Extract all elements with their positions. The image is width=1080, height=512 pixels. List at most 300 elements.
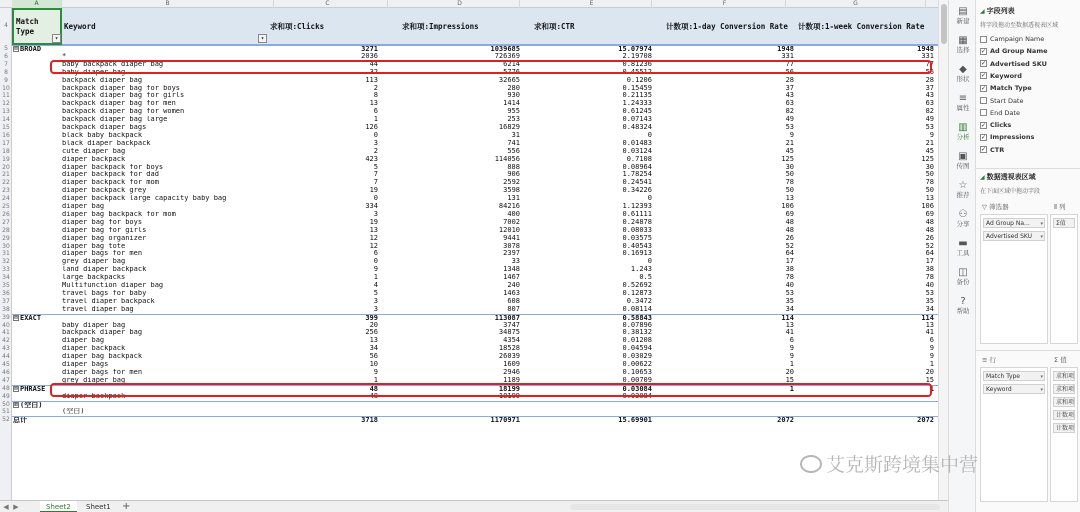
tool-analysis[interactable] (950, 122, 976, 141)
ctr-cell[interactable]: 0.12873 (622, 289, 652, 297)
ctr-cell[interactable]: 0.48324 (622, 124, 652, 131)
clicks-cell[interactable]: 5 (373, 163, 378, 171)
c1-cell[interactable]: 26 (785, 234, 794, 242)
c7-cell[interactable]: 41 (925, 329, 934, 337)
c7-cell[interactable]: 21 (925, 139, 934, 147)
clicks-cell[interactable]: 3 (373, 139, 378, 147)
clicks-cell[interactable]: 13 (369, 337, 378, 345)
ctr-cell[interactable]: 1.78254 (622, 171, 652, 179)
tool-backup[interactable] (950, 267, 976, 286)
table-row[interactable] (12, 179, 938, 187)
row-number[interactable]: 25 (2, 203, 10, 210)
impressions-cell[interactable]: 1467 (503, 274, 520, 282)
ctr-cell[interactable]: 15.69901 (618, 417, 652, 425)
c7-cell[interactable]: 52 (925, 242, 934, 250)
c7-cell[interactable]: 50 (925, 187, 934, 195)
clicks-cell[interactable]: 10 (369, 361, 378, 368)
c1-cell[interactable]: 21 (785, 139, 794, 147)
ctr-cell[interactable]: 0.07896 (622, 321, 652, 329)
ctr-cell[interactable]: 15.07974 (618, 46, 652, 53)
c7-cell[interactable]: 53 (925, 289, 934, 297)
header-match-type[interactable] (12, 8, 62, 45)
zone-field-chip[interactable] (1053, 218, 1075, 228)
keyword-cell[interactable]: diaper backpack (62, 345, 126, 353)
ctr-cell[interactable]: 0.03084 (622, 385, 652, 393)
c7-cell[interactable]: 64 (925, 250, 934, 258)
column-letter-b[interactable]: B (62, 0, 274, 8)
clicks-cell[interactable]: 48 (369, 385, 378, 393)
c1-cell[interactable]: 52 (785, 242, 794, 250)
row-number[interactable]: 35 (2, 282, 10, 289)
collapse-icon[interactable]: ⊟ (14, 314, 18, 321)
keyword-cell[interactable]: diaper bag (62, 203, 105, 210)
ctr-cell[interactable]: 0 (647, 195, 652, 203)
vertical-scroll-thumb[interactable] (941, 4, 947, 44)
field-checkbox[interactable]: ✓ (981, 47, 987, 55)
keyword-cell[interactable]: black baby backpack (62, 131, 143, 139)
impressions-cell[interactable]: 4354 (503, 337, 520, 345)
impressions-cell[interactable]: 400 (507, 210, 520, 218)
keyword-cell[interactable]: diaper bag backpack (62, 353, 143, 361)
clicks-cell[interactable]: 2036 (361, 52, 378, 60)
header-clicks[interactable]: 求和项:Clicks (270, 22, 325, 31)
field-checkbox[interactable]: ✓ (981, 146, 987, 154)
row-number[interactable]: 41 (2, 329, 10, 337)
impressions-cell[interactable]: 31 (511, 131, 520, 139)
row-number[interactable]: 18 (2, 147, 10, 155)
clicks-cell[interactable]: 32 (369, 68, 378, 76)
c7-cell[interactable]: 2072 (917, 417, 934, 425)
chevron-down-icon[interactable]: ▾ (1040, 234, 1043, 240)
ctr-cell[interactable]: 0.3472 (626, 297, 652, 305)
impressions-cell[interactable]: 807 (507, 305, 520, 313)
expand-icon[interactable]: ⊞ (14, 401, 18, 408)
ctr-cell[interactable]: 0.38132 (622, 329, 652, 337)
impressions-cell[interactable]: 18199 (498, 385, 520, 393)
table-row[interactable] (12, 243, 938, 251)
clicks-cell[interactable]: 9 (373, 266, 378, 274)
tool-upload-image[interactable] (950, 151, 976, 170)
ctr-cell[interactable]: 2.19708 (622, 52, 652, 60)
impressions-cell[interactable]: 556 (507, 147, 520, 155)
column-letter-c[interactable]: C (268, 0, 388, 8)
c1-cell[interactable]: 30 (785, 163, 794, 171)
impressions-cell[interactable] (400, 408, 520, 416)
row-number[interactable]: 23 (2, 187, 10, 195)
tool-select[interactable] (950, 35, 976, 54)
table-row[interactable] (12, 250, 938, 258)
table-row[interactable] (12, 53, 938, 61)
tool-toolbox[interactable] (950, 238, 976, 257)
tool-share[interactable] (950, 209, 976, 228)
c1-cell[interactable]: 106 (781, 203, 794, 210)
table-row[interactable] (12, 306, 938, 314)
c7-cell[interactable]: 38 (925, 266, 934, 274)
field-item[interactable] (980, 96, 1023, 107)
table-row[interactable] (12, 266, 938, 274)
impressions-cell[interactable]: 12010 (498, 226, 520, 234)
keyword-cell[interactable]: land diaper backpack (62, 266, 147, 274)
keyword-cell[interactable]: grey diaper bag (62, 258, 126, 266)
c7-cell[interactable]: 1 (929, 385, 934, 393)
keyword-cell[interactable]: diaper bag tote (62, 242, 126, 250)
table-row[interactable] (12, 148, 938, 156)
keyword-cell[interactable]: diaper backpack grey (62, 187, 147, 195)
keyword-cell[interactable]: travel bags for baby (62, 289, 147, 297)
impressions-cell[interactable]: 32665 (498, 76, 520, 84)
c1-cell[interactable]: 45 (785, 147, 794, 155)
c7-cell[interactable]: 9 (929, 353, 934, 361)
keyword-cell[interactable]: travel diaper backpack (62, 297, 155, 305)
clicks-cell[interactable]: 19 (369, 218, 378, 226)
c7-cell[interactable]: 125 (921, 155, 934, 163)
clicks-cell[interactable]: 2 (373, 84, 378, 92)
add-sheet-button[interactable]: + (122, 501, 131, 512)
ctr-cell[interactable]: 0.7108 (626, 155, 652, 163)
clicks-cell[interactable]: 3271 (361, 46, 378, 53)
clicks-cell[interactable]: 0 (373, 131, 378, 139)
impressions-cell[interactable]: 1609 (503, 361, 520, 368)
clicks-cell[interactable]: 19 (369, 187, 378, 195)
clicks-cell[interactable]: 13 (369, 226, 378, 234)
ctr-cell[interactable]: 0.08964 (622, 163, 652, 171)
keyword-cell[interactable]: diaper backpack (62, 392, 126, 400)
row-number[interactable]: 29 (2, 234, 10, 242)
chevron-down-icon[interactable]: ▾ (1040, 387, 1043, 393)
c7-cell[interactable]: 49 (925, 116, 934, 124)
c7-cell[interactable]: 1 (929, 361, 934, 368)
ctr-cell[interactable]: 0.04594 (622, 345, 652, 353)
c1-cell[interactable]: 15 (785, 376, 794, 384)
header-ctr[interactable]: 求和项:CTR (534, 22, 575, 31)
c1-cell[interactable]: 53 (785, 289, 794, 297)
table-row[interactable] (12, 187, 938, 195)
field-checkbox[interactable]: ✓ (981, 72, 987, 80)
row-number[interactable]: 6 (4, 52, 8, 60)
row-number[interactable]: 33 (2, 266, 10, 274)
group-row[interactable] (12, 314, 938, 322)
c7-cell[interactable]: 78 (925, 179, 934, 187)
clicks-cell[interactable]: 5 (373, 289, 378, 297)
clicks-cell[interactable]: 3718 (361, 417, 378, 425)
c1-cell[interactable]: 125 (781, 155, 794, 163)
clicks-cell[interactable]: 13 (369, 100, 378, 108)
field-item[interactable] (980, 46, 1048, 57)
impressions-cell[interactable]: 608 (507, 297, 520, 305)
c1-cell[interactable]: 1948 (777, 46, 794, 53)
c7-cell[interactable]: 50 (925, 171, 934, 179)
row-number[interactable]: 31 (2, 250, 10, 258)
row-number[interactable]: 34 (2, 274, 10, 282)
c7-cell[interactable]: 15 (925, 376, 934, 384)
c1-cell[interactable]: 48 (785, 226, 794, 234)
c7-cell[interactable] (796, 408, 934, 416)
keyword-cell[interactable]: travel diaper bag (62, 305, 134, 313)
prev-sheet-icon[interactable]: ◀ (3, 503, 9, 511)
ctr-cell[interactable]: 0.45512 (622, 68, 652, 76)
table-row[interactable] (12, 258, 938, 266)
field-item[interactable] (980, 71, 1022, 82)
c1-cell[interactable]: 50 (785, 187, 794, 195)
column-letter-e[interactable]: E (532, 0, 652, 8)
zone-field-chip[interactable] (1053, 423, 1075, 433)
c7-cell[interactable]: 77 (925, 60, 934, 68)
row-number[interactable]: 4 (4, 22, 8, 29)
c7-cell[interactable]: 6 (929, 337, 934, 345)
table-row[interactable] (12, 329, 938, 337)
c7-cell[interactable]: 9 (929, 131, 934, 139)
keyword-cell[interactable]: grey diaper bag (62, 376, 126, 384)
ctr-cell[interactable]: 0.24878 (622, 218, 652, 226)
keyword-cell[interactable]: backpack diaper bag (62, 329, 143, 337)
column-letter-d[interactable]: D (400, 0, 520, 8)
ctr-cell[interactable]: 0.10653 (622, 368, 652, 376)
row-number[interactable]: 28 (2, 226, 10, 234)
keyword-cell[interactable]: diaper backpack large capacity baby bag (62, 195, 227, 203)
table-row[interactable] (12, 361, 938, 369)
header-impressions[interactable]: 求和项:Impressions (402, 22, 479, 31)
c7-cell[interactable]: 78 (925, 274, 934, 282)
c7-cell[interactable]: 53 (925, 124, 934, 131)
table-row[interactable] (12, 203, 938, 211)
c7-cell[interactable] (796, 393, 934, 401)
ctr-cell[interactable]: 0.03575 (622, 234, 652, 242)
c7-cell[interactable]: 69 (925, 210, 934, 218)
clicks-cell[interactable]: 3 (373, 305, 378, 313)
c1-cell[interactable]: 50 (785, 171, 794, 179)
rows-drop-zone[interactable] (980, 367, 1048, 502)
table-row[interactable] (12, 61, 938, 69)
field-item[interactable] (980, 120, 1011, 131)
table-row[interactable] (12, 298, 938, 306)
clicks-cell[interactable]: 0 (373, 258, 378, 266)
impressions-cell[interactable]: 2592 (503, 179, 520, 187)
columns-drop-zone[interactable] (1050, 214, 1078, 344)
c7-cell[interactable]: 34 (925, 305, 934, 313)
c7-cell[interactable]: 28 (925, 76, 934, 84)
grand-total-row[interactable] (12, 416, 938, 424)
keyword-cell[interactable]: diaper bag backpack for mom (62, 210, 176, 218)
c1-cell[interactable]: 41 (785, 329, 794, 337)
row-number[interactable]: 32 (2, 258, 10, 266)
table-row[interactable] (12, 219, 938, 227)
table-row[interactable] (12, 171, 938, 179)
impressions-cell[interactable]: 3747 (503, 321, 520, 329)
c1-cell[interactable]: 38 (785, 266, 794, 274)
keyword-cell[interactable]: backpack diaper bag large (62, 116, 168, 124)
ctr-cell[interactable]: 0.08033 (622, 226, 652, 234)
tab-sheet1[interactable]: Sheet1 (86, 503, 111, 511)
row-number[interactable]: 45 (2, 361, 10, 368)
row-number[interactable]: 17 (2, 139, 10, 147)
impressions-cell[interactable]: 9441 (503, 234, 520, 242)
c1-cell[interactable]: 49 (785, 116, 794, 124)
ctr-cell[interactable]: 0.01208 (622, 337, 652, 345)
impressions-cell[interactable]: 1189 (503, 376, 520, 384)
keyword-cell[interactable]: baby backpack diaper bag (62, 60, 164, 68)
c7-cell[interactable]: 331 (921, 52, 934, 60)
impressions-cell[interactable]: 2397 (503, 250, 520, 258)
group-row[interactable] (12, 385, 938, 393)
collapse-icon[interactable]: ⊟ (14, 46, 18, 52)
c7-cell[interactable]: 13 (925, 195, 934, 203)
row-number[interactable]: 19 (2, 155, 10, 163)
row-number[interactable]: 51 (2, 408, 10, 416)
row-number[interactable]: 42 (2, 337, 10, 345)
keyword-cell[interactable]: Multifunction diaper bag (62, 282, 164, 289)
clicks-cell[interactable]: 6 (373, 250, 378, 258)
header-conversion-1week[interactable]: 计数项:1-week Conversion Rate (798, 21, 925, 31)
row-number[interactable]: 22 (2, 179, 10, 187)
row-number[interactable]: 27 (2, 218, 10, 226)
ctr-cell[interactable]: 0.00709 (622, 376, 652, 384)
ctr-cell[interactable]: 0.61111 (622, 210, 652, 218)
clicks-cell[interactable]: 4 (373, 282, 378, 289)
table-row[interactable] (12, 156, 938, 164)
impressions-cell[interactable]: 5776 (503, 68, 520, 76)
c7-cell[interactable]: 17 (925, 258, 934, 266)
keyword-filter-button[interactable]: ▾ (258, 34, 267, 43)
c1-cell[interactable]: 1 (789, 385, 794, 393)
impressions-cell[interactable]: 113087 (494, 314, 520, 322)
c1-cell[interactable]: 35 (785, 297, 794, 305)
field-item[interactable] (980, 34, 1044, 45)
keyword-cell[interactable]: diaper bags for men (62, 368, 143, 376)
row-number[interactable]: 50 (2, 400, 10, 408)
row-number[interactable]: 52 (2, 416, 10, 424)
row-number[interactable]: 43 (2, 345, 10, 353)
keyword-cell[interactable]: diaper bags (62, 361, 109, 368)
row-number[interactable]: 36 (2, 289, 10, 297)
zone-field-chip[interactable] (983, 384, 1045, 394)
keyword-cell[interactable]: black diaper backpack (62, 139, 151, 147)
ctr-cell[interactable]: 1.24333 (622, 100, 652, 108)
clicks-cell[interactable]: 3 (373, 210, 378, 218)
clicks-cell[interactable]: 423 (365, 155, 378, 163)
table-row[interactable] (12, 353, 938, 361)
c7-cell[interactable]: 40 (925, 282, 934, 289)
c7-cell[interactable]: 26 (925, 234, 934, 242)
table-row[interactable] (12, 195, 938, 203)
table-row[interactable] (12, 393, 938, 401)
vertical-scrollbar[interactable] (938, 0, 948, 500)
tool-properties[interactable] (950, 93, 976, 112)
table-row[interactable] (12, 337, 938, 345)
ctr-cell[interactable]: 0.16913 (622, 250, 652, 258)
c1-cell[interactable] (664, 393, 794, 401)
column-letter-g[interactable]: G (786, 0, 926, 8)
c7-cell[interactable]: 43 (925, 92, 934, 100)
impressions-cell[interactable]: 1039685 (490, 46, 520, 53)
column-letter-a[interactable]: A (12, 0, 62, 8)
c7-cell[interactable]: 9 (929, 345, 934, 353)
row-number[interactable]: 5 (4, 45, 8, 52)
zone-field-chip[interactable] (983, 231, 1045, 241)
table-row[interactable] (12, 282, 938, 290)
match-type-filter-button[interactable]: ▾ (52, 34, 61, 43)
c1-cell[interactable]: 69 (785, 210, 794, 218)
row-number[interactable]: 44 (2, 353, 10, 361)
c1-cell[interactable]: 9 (789, 345, 794, 353)
impressions-cell[interactable]: 84216 (498, 203, 520, 210)
c7-cell[interactable]: 35 (925, 297, 934, 305)
impressions-cell[interactable]: 33 (511, 258, 520, 266)
row-number[interactable]: 49 (2, 392, 10, 400)
impressions-cell[interactable]: 18199 (498, 392, 520, 400)
group-row[interactable] (12, 401, 938, 409)
ctr-cell[interactable]: 0.03029 (622, 353, 652, 361)
ctr-cell[interactable]: 0.52692 (622, 282, 652, 289)
keyword-cell[interactable]: diaper backpack for boys (62, 163, 164, 171)
header-conversion-1day[interactable]: 计数项:1-day Conversion Rate (666, 22, 788, 31)
keyword-cell[interactable]: backpack diaper bag (62, 76, 143, 84)
c1-cell[interactable]: 40 (785, 282, 794, 289)
keyword-cell[interactable]: diaper backpack for mom (62, 179, 159, 187)
clicks-cell[interactable]: 1 (373, 274, 378, 282)
ctr-cell[interactable]: 1.12393 (622, 203, 652, 210)
keyword-cell[interactable]: diaper backpack for dad (62, 171, 159, 179)
keyword-cell[interactable]: diaper bag (62, 337, 105, 345)
keyword-cell[interactable]: backpack diaper bag for girls (62, 92, 185, 100)
row-number[interactable]: 37 (2, 297, 10, 305)
clicks-cell[interactable]: 3 (373, 297, 378, 305)
ctr-cell[interactable]: 0.03084 (622, 392, 652, 400)
field-item[interactable] (980, 145, 1004, 156)
ctr-cell[interactable]: 0.15459 (622, 84, 652, 92)
clicks-cell[interactable]: 20 (369, 321, 378, 329)
ctr-cell[interactable]: 0.61245 (622, 108, 652, 116)
table-row[interactable] (12, 77, 938, 85)
c1-cell[interactable]: 82 (785, 108, 794, 116)
c1-cell[interactable]: 13 (785, 321, 794, 329)
c1-cell[interactable]: 2072 (777, 417, 794, 425)
c1-cell[interactable]: 56 (785, 68, 794, 76)
ctr-cell[interactable]: 0.5 (639, 274, 652, 282)
row-number[interactable]: 9 (4, 76, 8, 84)
table-row[interactable] (12, 69, 938, 77)
row-number[interactable]: 48 (2, 384, 10, 392)
ctr-cell[interactable]: 0.1206 (626, 76, 652, 84)
field-checkbox[interactable]: ✓ (981, 60, 987, 68)
ctr-cell[interactable] (532, 408, 652, 416)
zone-field-chip[interactable] (1053, 371, 1075, 381)
zone-field-chip[interactable] (1053, 384, 1075, 394)
impressions-cell[interactable]: 114056 (494, 155, 520, 163)
clicks-cell[interactable]: 6 (373, 108, 378, 116)
impressions-cell[interactable]: 2946 (503, 368, 520, 376)
clicks-cell[interactable]: 0 (373, 195, 378, 203)
field-item[interactable] (980, 83, 1032, 94)
impressions-cell[interactable]: 3078 (503, 242, 520, 250)
impressions-cell[interactable]: 34875 (498, 329, 520, 337)
c1-cell[interactable]: 28 (785, 76, 794, 84)
table-row[interactable] (12, 274, 938, 282)
tool-shapes[interactable] (950, 64, 976, 83)
table-row[interactable] (12, 132, 938, 140)
column-letter-f[interactable]: F (664, 0, 786, 8)
table-row[interactable] (12, 92, 938, 100)
keyword-cell[interactable]: (空白) (62, 408, 85, 416)
row-number[interactable]: 39 (2, 313, 10, 321)
row-number[interactable]: 14 (2, 116, 10, 124)
ctr-cell[interactable]: 0.24541 (622, 179, 652, 187)
row-number[interactable]: 8 (4, 68, 8, 76)
c1-cell[interactable]: 331 (781, 52, 794, 60)
c7-cell[interactable]: 30 (925, 163, 934, 171)
impressions-cell[interactable]: 955 (507, 108, 520, 116)
clicks-cell[interactable]: 44 (369, 60, 378, 68)
table-row[interactable] (12, 164, 938, 172)
